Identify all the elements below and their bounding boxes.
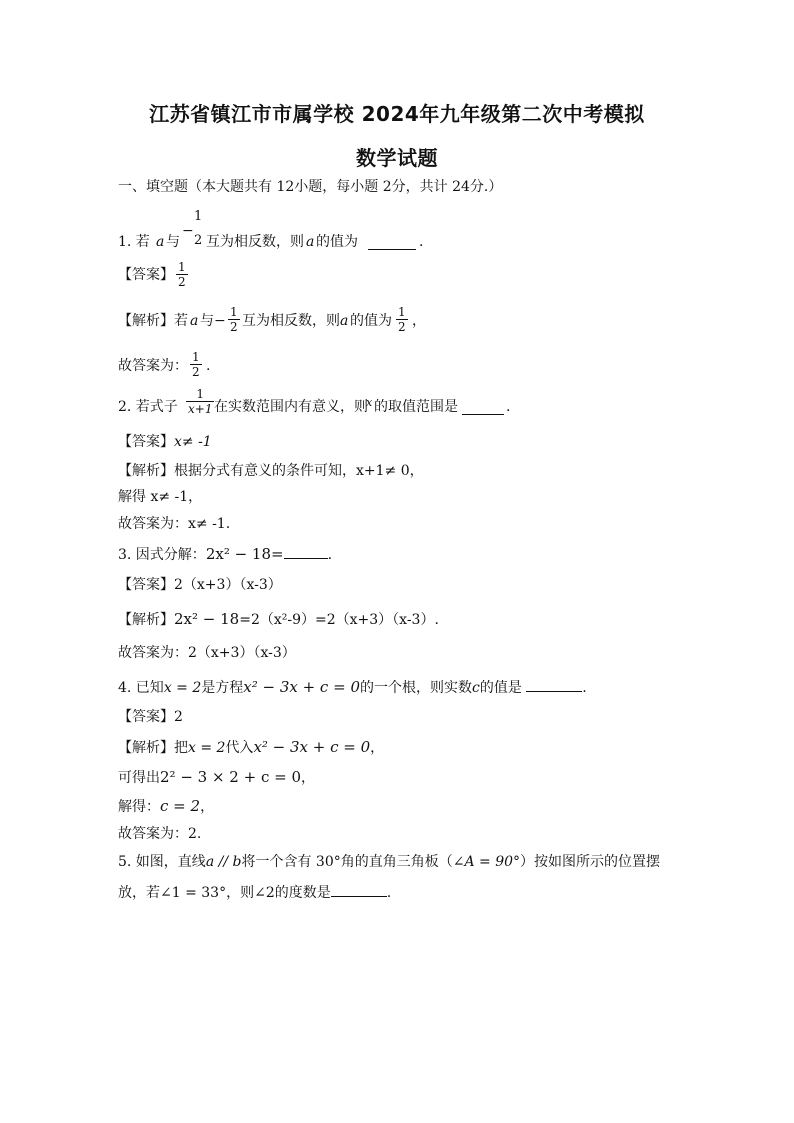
q4-var-c: c <box>471 680 480 696</box>
q3-expr: 2x² − 18= <box>205 545 284 563</box>
answer-tag: 【答案】 <box>118 267 174 283</box>
q1-yu: 与 <box>166 234 180 250</box>
document-subtitle: 数学试题 <box>356 146 438 170</box>
q4-analysis-3: 代入 <box>225 740 254 756</box>
answer-tag: 【答案】 <box>118 577 174 593</box>
q4-step2-end: ， <box>200 799 215 815</box>
q5-line2-b: ，则 <box>226 885 255 901</box>
q2-frac-num: 1 <box>196 387 205 401</box>
answer-tag: 【答案】 <box>118 709 174 725</box>
q4-step1 <box>118 767 315 788</box>
q1-conclusion-num: 1 <box>192 350 200 364</box>
q1-analysis-a-2: a <box>340 313 349 329</box>
q1-answer-den: 2 <box>178 275 186 289</box>
q5-line2-expr2: ∠2 <box>254 885 275 901</box>
q1-answer-blank <box>368 235 416 250</box>
question-5-line1 <box>118 852 660 872</box>
answer-tag: 【答案】 <box>118 434 174 450</box>
q4-rest: 的一个根，则实数 <box>359 680 472 696</box>
q5-line1-c: ）按如图所示的位置摆 <box>520 854 661 870</box>
q1-analysis-num: 1 <box>230 305 238 319</box>
q5-line1-b: 将一个含有 30°角的直角三角板（ <box>241 854 453 870</box>
q1-analysis-fraction <box>228 305 240 334</box>
q3-analysis <box>118 609 439 630</box>
q3-answer <box>118 575 282 595</box>
q4-step1-pre: 可得出 <box>118 770 160 786</box>
question-5-line2 <box>118 882 391 903</box>
q2-solve: 解得 x≠ -1， <box>118 489 203 505</box>
q4-rest2: 的值是 <box>479 680 522 696</box>
question-4 <box>118 677 587 698</box>
q2-frac-den: x+1 <box>188 402 213 416</box>
q1-frac-num: 1 <box>194 209 203 224</box>
q4-analysis-1: 把 <box>174 740 188 756</box>
q1-prefix: 1. 若 <box>118 234 150 250</box>
q2-conclusion: 故答案为：x≠ -1. <box>118 516 231 532</box>
q4-step1-end: ， <box>301 770 316 786</box>
q2-answer-value: x≠ -1 <box>174 434 212 450</box>
document-title: 江苏省镇江市市属学校 2024年九年级第二次中考模拟 <box>149 102 645 126</box>
q4-mid: 是方程 <box>201 680 244 696</box>
q5-line2-end: . <box>386 885 392 901</box>
q1-end: . <box>419 234 424 250</box>
q3-answer-blank <box>284 544 328 559</box>
q4-conclusion: 故答案为：2. <box>118 826 202 842</box>
q1-analysis-a: a <box>190 313 199 329</box>
q2-end: . <box>506 399 511 415</box>
q1-answer-fraction <box>176 260 188 289</box>
q5-line1-angle: ∠A = 90° <box>452 854 521 870</box>
q4-step2-text: 解得： <box>118 799 160 815</box>
q2-analysis <box>118 461 424 481</box>
q4-answer <box>118 707 183 727</box>
q4-prefix: 4. 已知 <box>118 680 164 696</box>
q1-conclusion-den: 2 <box>192 365 200 379</box>
q1-analysis-3: 互为相反数，则 <box>242 313 340 329</box>
q1-answer-num: 1 <box>178 260 186 274</box>
q2-answer-blank <box>462 400 504 415</box>
q4-answer-blank <box>526 677 582 692</box>
q2-analysis-text: 根据分式有意义的条件可知，x+1≠ 0， <box>174 463 424 479</box>
q1-conclusion-text: 故答案为： <box>118 358 188 374</box>
q5-answer-blank <box>331 882 387 897</box>
q5-line1-a: 5. 如图，直线 <box>118 854 206 870</box>
q2-prefix: 2. 若式子 <box>118 399 178 415</box>
analysis-tag: 【解析】 <box>118 740 174 756</box>
section-header: 一、填空题（本大题共有 12小题，每小题 2分，共计 24分.） <box>118 179 503 195</box>
analysis-tag: 【解析】 <box>118 463 174 479</box>
q4-analysis-2: x = 2 <box>188 740 226 756</box>
q4-step1-expr: 2² − 3 × 2 + c = 0 <box>160 768 302 786</box>
q2-rest: 在实数范围内有意义，则 <box>214 399 368 415</box>
analysis-tag: 【解析】 <box>118 612 174 628</box>
q1-rest: 互为相反数，则 <box>206 234 304 250</box>
q4-end: . <box>582 680 587 696</box>
q1-analysis-1: 若 <box>174 313 188 329</box>
q5-line2-c: 的度数是 <box>274 885 331 901</box>
q1-analysis-end: ， <box>412 313 426 329</box>
q1-rest2: 的值为 <box>316 234 358 250</box>
q3-prefix: 3. 因式分解： <box>118 547 206 563</box>
q1-var-a: a <box>156 234 165 250</box>
q1-conclusion-end: . <box>206 358 211 374</box>
q1-conclusion-fraction <box>190 350 202 379</box>
q3-analysis-expr: 2x² − 18 <box>174 610 240 628</box>
q2-rest2: 的取值范围是 <box>374 399 458 415</box>
q4-step2 <box>118 796 214 817</box>
q3-answer-value: 2（x+3）（x-3） <box>174 577 282 593</box>
q5-line2-a: 放，若 <box>118 885 160 901</box>
q3-conclusion: 故答案为：2（x+3）（x-3） <box>118 645 296 661</box>
q4-answer-value: 2 <box>174 709 183 725</box>
q2-answer <box>118 432 212 452</box>
q4-equation: x² − 3x + c = 0 <box>243 678 360 696</box>
q4-step2-expr: c = 2 <box>160 797 201 815</box>
q4-analysis-4: x² − 3x + c = 0 <box>253 738 371 756</box>
q1-analysis-result-num: 1 <box>398 305 406 319</box>
q5-line1-expr: a // b <box>205 854 242 870</box>
q4-analysis-end: ， <box>370 740 385 756</box>
q2-fraction <box>186 387 214 416</box>
q5-line2-expr: ∠1 = 33° <box>160 885 227 901</box>
q3-analysis-rest: =2（x²-9）=2（x+3）（x-3）. <box>239 612 439 628</box>
q1-analysis-result-fraction <box>396 305 408 334</box>
q3-end: . <box>327 547 333 563</box>
q1-analysis-2: 与− <box>200 313 226 329</box>
q4-cond: x = 2 <box>163 680 202 696</box>
q1-analysis-den: 2 <box>230 320 238 334</box>
question-3 <box>118 544 332 565</box>
q1-analysis-result-den: 2 <box>398 320 406 334</box>
q2-var-x: x <box>366 396 373 409</box>
q1-neg-sign: − <box>182 223 194 239</box>
q1-var-a-2: a <box>306 234 315 250</box>
analysis-tag: 【解析】 <box>118 313 174 329</box>
q1-frac-den: 2 <box>194 233 203 248</box>
q4-analysis <box>118 737 384 758</box>
q1-analysis-4: 的值为 <box>350 313 392 329</box>
